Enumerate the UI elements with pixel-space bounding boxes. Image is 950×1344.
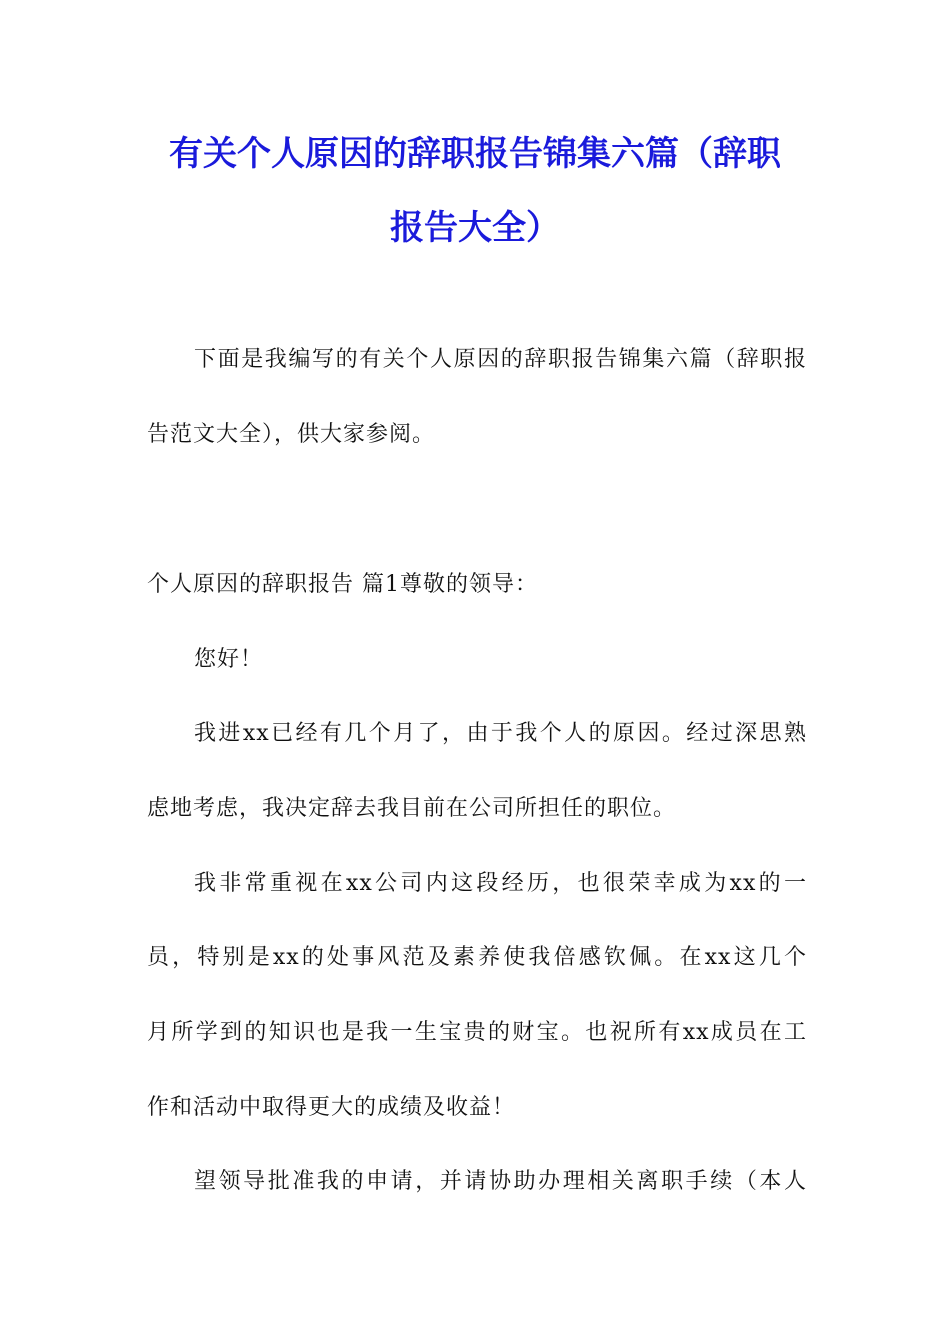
- paragraph-1-line-2: 虑地考虑，我决定辞去我目前在公司所担任的职位。: [147, 796, 677, 821]
- paragraph-2-line-2: 员，特别是xx的处事风范及素养使我倍感钦佩。在xx这几个: [147, 945, 807, 970]
- intro-line-1: 下面是我编写的有关个人原因的辞职报告锦集六篇（辞职报: [194, 347, 807, 372]
- paragraph-2-line-3: 月所学到的知识也是我一生宝贵的财宝。也祝所有xx成员在工: [147, 1020, 807, 1045]
- paragraph-1-line-1: 我进xx已经有几个月了，由于我个人的原因。经过深思熟: [194, 721, 807, 746]
- paragraph-2-line-4: 作和活动中取得更大的成绩及收益！: [147, 1095, 516, 1120]
- document-title-line-2: 报告大全）: [390, 208, 560, 248]
- paragraph-3-line-1: 望领导批准我的申请，并请协助办理相关离职手续（本人: [194, 1169, 807, 1194]
- greeting: 您好！: [194, 647, 264, 672]
- section-heading: 个人原因的辞职报告 篇1尊敬的领导：: [147, 572, 538, 597]
- document-title-line-1: 有关个人原因的辞职报告锦集六篇（辞职: [169, 134, 781, 174]
- intro-line-2: 告范文大全），供大家参阅。: [147, 422, 436, 447]
- paragraph-2-line-1: 我非常重视在xx公司内这段经历，也很荣幸成为xx的一: [194, 871, 807, 896]
